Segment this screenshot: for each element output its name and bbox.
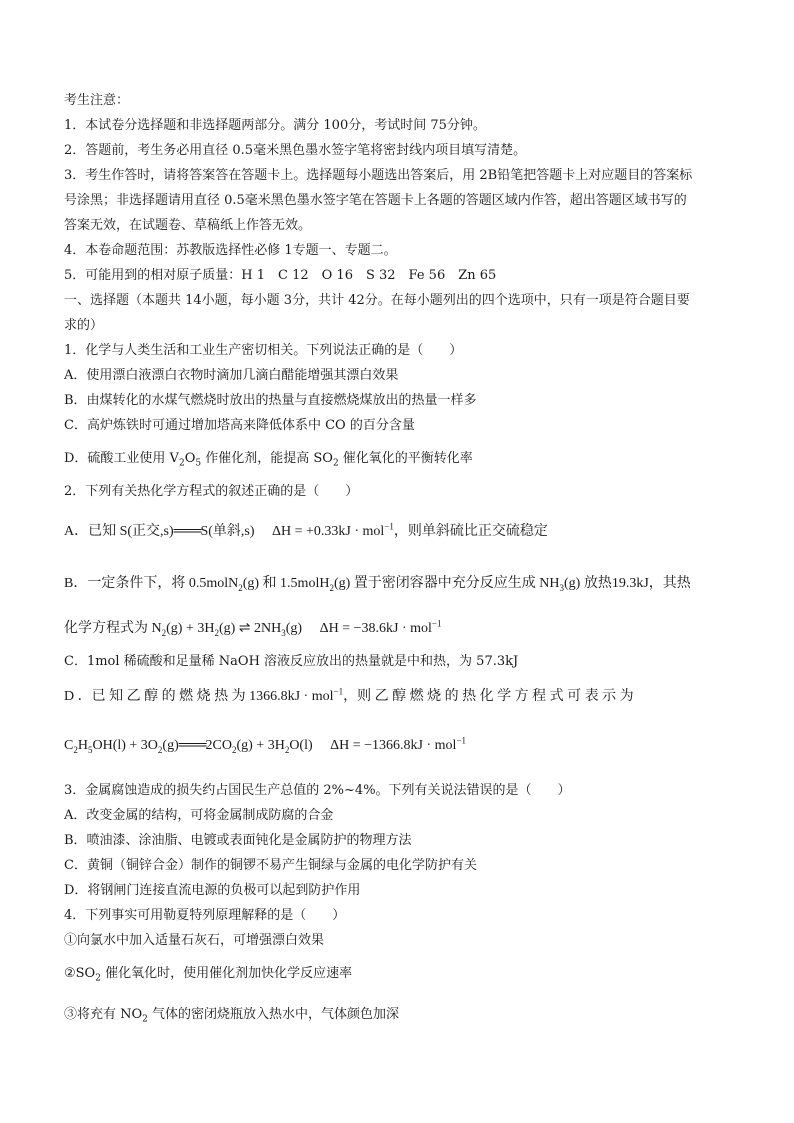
section-heading-cont: 求的） bbox=[64, 318, 104, 333]
notice-item-1: 1．本试卷分选择题和非选择题两部分。满分 100分，考试时间 75分钟。 bbox=[64, 118, 486, 133]
q2-option-a: A．已知 S(正交,s)═══S(单斜,s) ΔH = +0.33kJ · mol$^{-1}$，则单斜硫比正交硫稳定 bbox=[64, 521, 548, 539]
notice-item-5: 5．可能用到的相对原子质量：H 1 C 12 O 16 S 32 Fe 56 Zn 65 bbox=[64, 268, 497, 283]
notice-item-4: 4．本卷命题范围：苏教版选择性必修 1专题一、专题二。 bbox=[64, 243, 397, 258]
q2-option-b-equation: 化学方程式为 $N_2(g) + 3H_2(g)$ ⇌ $2NH_3(g)$ ΔH = −38.6kJ · mol$^{-1}$ bbox=[64, 618, 442, 638]
q2-option-d: D ．已 知 乙 醇 的 燃 烧 热 为 1366.8kJ · mol$^{-1}$，则 乙 醇 燃 烧 的 热 化 学 方 程 式 可 表 示 为 bbox=[64, 686, 634, 704]
q4-stem: 4．下列事实可用勒夏特列原理解释的是（ ） bbox=[64, 908, 346, 923]
q1-stem: 1．化学与人类生活和工业生产密切相关。下列说法正确的是（ ） bbox=[64, 343, 463, 358]
q2-stem: 2．下列有关热化学方程式的叙述正确的是（ ） bbox=[64, 484, 359, 499]
q2-option-d-equation: $C_2H_5OH(l)$ + $3O_2(g)═══2CO_2(g) + 3H_2O(l)$ ΔH = −1366.8kJ · mol$^{-1}$ bbox=[64, 735, 467, 755]
notice-title: 考生注意： bbox=[64, 93, 130, 108]
notice-item-3: 3．考生作答时，请将答案答在答题卡上。选择题每小题选出答案后，用 2B铅笔把答题卡上对应题目的答案标 bbox=[64, 168, 693, 183]
notice-item-3-end: 答案无效，在试题卷、草稿纸上作答无效。 bbox=[64, 218, 312, 233]
q2-option-c: C．1mol 稀硫酸和足量稀 NaOH 溶液反应放出的热量就是中和热，为 57.3kJ bbox=[64, 654, 519, 669]
q3-option-a: A．改变金属的结构，可将金属制成防腐的合金 bbox=[64, 808, 334, 823]
equilibrium-arrow-icon: ⇌ bbox=[238, 621, 251, 636]
q3-option-c: C．黄铜（铜锌合金）制作的铜锣不易产生铜绿与金属的电化学防护有关 bbox=[64, 858, 477, 873]
section-heading: 一、选择题（本题共 14小题，每小题 3分，共计 42分。在每小题列出的四个选项中，只有一项是符合题目要 bbox=[64, 293, 690, 308]
q3-stem: 3．金属腐蚀造成的损失约占国民生产总值的 2%~4%。下列有关说法错误的是（ ） bbox=[64, 783, 571, 798]
q4-item-1: ①向氯水中加入适量石灰石，可增强漂白效果 bbox=[64, 933, 325, 948]
q3-option-b: B．喷油漆、涂油脂、电镀或表面钝化是金属防护的物理方法 bbox=[64, 833, 412, 848]
q1-option-a: A．使用漂白液漂白衣物时滴加几滴白醋能增强其漂白效果 bbox=[64, 368, 399, 383]
q1-option-b: B．由煤转化的水煤气燃烧时放出的热量与直接燃烧煤放出的热量一样多 bbox=[64, 393, 477, 408]
q1-option-d: D．硫酸工业使用 $V_2O_5$ 作催化剂，能提高 $SO_2$ 催化氧化的平衡转化率 bbox=[64, 451, 473, 469]
q2-option-b: B．一定条件下，将 0.5molN$_2$(g) 和 1.5molH$_2$(g) 置于密闭容器中充分反应生成 $NH_3(g)$ 放热19.3kJ，其热 bbox=[64, 576, 691, 593]
q3-option-d: D．将钢闸门连接直流电源的负极可以起到防护作用 bbox=[64, 883, 361, 898]
q4-item-3: ③将充有 $NO_2$ 气体的密闭烧瓶放入热水中，气体颜色加深 bbox=[64, 1007, 400, 1025]
notice-item-2: 2．答题前，考生务必用直径 0.5毫米黑色墨水签字笔将密封线内项目填写清楚。 bbox=[64, 143, 527, 158]
q1-option-c: C．高炉炼铁时可通过增加塔高来降低体系中 CO 的百分含量 bbox=[64, 418, 415, 433]
notice-item-3-cont: 号涂黑；非选择题请用直径 0.5毫米黑色墨水签字笔在答题卡上各题的答题区域内作答，超出答题区域书写的 bbox=[64, 193, 687, 208]
q4-item-2: $②SO_2$ 催化氧化时，使用催化剂加快化学反应速率 bbox=[64, 966, 353, 984]
